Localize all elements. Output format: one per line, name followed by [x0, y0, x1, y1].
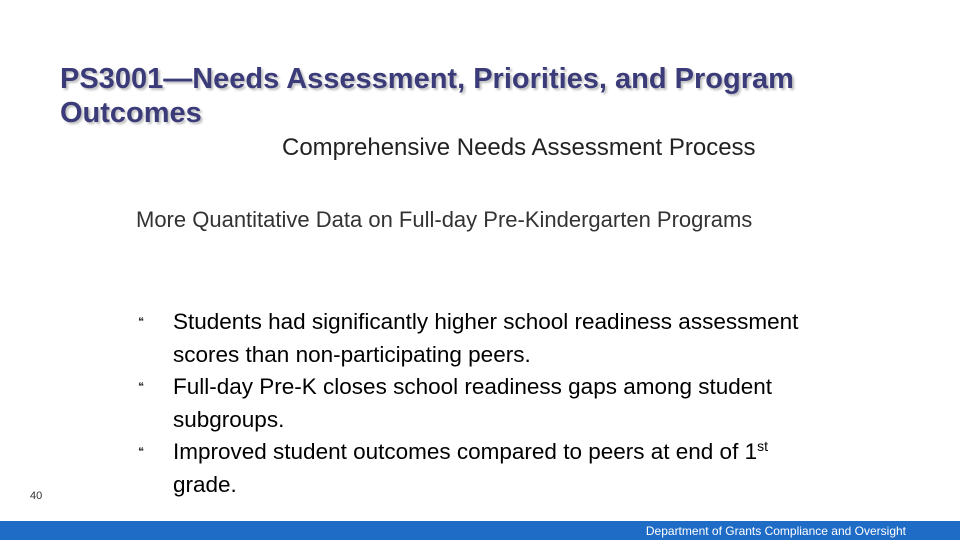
bullet-list — [138, 306, 838, 501]
bullet-text — [173, 439, 768, 497]
bullet-text: Full-day Pre-K closes school readiness gaps among student subgroups. — [173, 374, 773, 432]
bullet-icon: ❝ — [138, 381, 144, 393]
bullet-item — [138, 306, 838, 371]
footer-text: Department of Grants Compliance and Oversight — [645, 524, 906, 538]
bullet-icon: ❝ — [138, 446, 144, 458]
bullet-item — [138, 371, 838, 436]
slide-title: PS3001—Needs Assessment, Priorities, and Program Outcomes — [60, 63, 794, 129]
bullet-icon: ❝ — [138, 316, 144, 328]
bullet-text-part: Improved student outcomes compared to peers at end of 1 — [173, 439, 758, 464]
ordinal-suffix: st — [757, 438, 768, 454]
bullet-item — [138, 436, 838, 501]
bullet-text: Students had significantly higher school readiness assessment scores than non-participating peers. — [173, 309, 799, 367]
page-number: 40 — [30, 490, 43, 502]
slide-subtitle: Comprehensive Needs Assessment Process — [282, 134, 756, 161]
bullet-text-part: grade. — [173, 471, 237, 497]
section-heading: More Quantitative Data on Full-day Pre-Kindergarten Programs — [136, 207, 753, 232]
footer-bar — [0, 521, 960, 540]
